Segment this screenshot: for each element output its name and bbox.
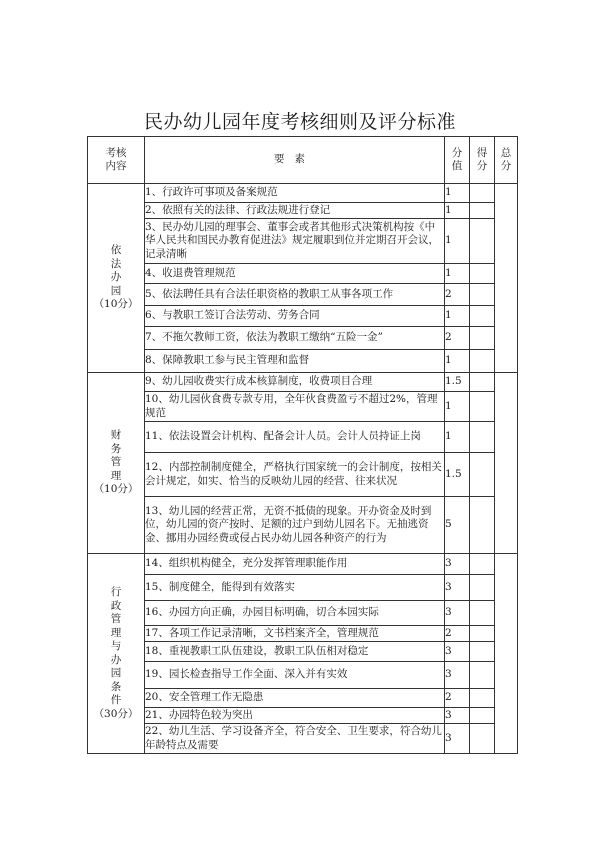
obtained-cell[interactable] bbox=[470, 219, 495, 264]
score-value: 2 bbox=[445, 626, 470, 642]
requirement-text: 3、民办幼儿园的理事会、董事会或者其他形式决策机构按《中华人民共和国民办教育促进法》规定履职到位并定期召开会议，记录清晰 bbox=[145, 219, 445, 264]
table-row bbox=[88, 306, 518, 327]
obtained-cell[interactable] bbox=[470, 708, 495, 724]
table-header-row bbox=[88, 137, 518, 184]
table-row bbox=[88, 203, 518, 219]
requirement-text: 11、依法设置会计机构、配备会计人员。会计人员持证上岗 bbox=[145, 422, 445, 453]
obtained-cell[interactable] bbox=[470, 184, 495, 203]
score-value: 3 bbox=[445, 601, 470, 626]
score-value: 1 bbox=[445, 203, 470, 219]
obtained-cell[interactable] bbox=[470, 497, 495, 554]
score-value: 3 bbox=[445, 708, 470, 724]
score-value: 1.5 bbox=[445, 373, 470, 392]
score-value: 1 bbox=[445, 350, 470, 373]
header-total: 总分 bbox=[495, 137, 518, 184]
obtained-cell[interactable] bbox=[470, 575, 495, 601]
table-row bbox=[88, 350, 518, 373]
obtained-cell[interactable] bbox=[470, 453, 495, 497]
header-requirements: 要素 bbox=[145, 137, 445, 184]
requirement-text: 19、园长检查指导工作全面、深入并有实效 bbox=[145, 662, 445, 689]
obtained-cell[interactable] bbox=[470, 689, 495, 708]
obtained-cell[interactable] bbox=[470, 554, 495, 575]
score-value: 3 bbox=[445, 554, 470, 575]
requirement-text: 12、内部控制制度健全，严格执行国家统一的会计制度，按相关会计规定，如实、恰当的反映幼儿园的经营、往来状况 bbox=[145, 453, 445, 497]
obtained-cell[interactable] bbox=[470, 284, 495, 306]
table-row bbox=[88, 708, 518, 724]
page-title: 民办幼儿园年度考核细则及评分标准 bbox=[143, 111, 456, 133]
requirement-text: 2、依照有关的法律、行政法规进行登记 bbox=[145, 203, 445, 219]
score-value: 1 bbox=[445, 392, 470, 422]
score-value: 2 bbox=[445, 327, 470, 350]
header-obtained: 得分 bbox=[470, 137, 495, 184]
table-row bbox=[88, 453, 518, 497]
score-value: 5 bbox=[445, 497, 470, 554]
total-cell[interactable] bbox=[495, 554, 518, 754]
table-row bbox=[88, 662, 518, 689]
section-category: 行政管理与办园条件 （30分） bbox=[88, 554, 145, 754]
table-row bbox=[88, 642, 518, 662]
score-value: 2 bbox=[445, 284, 470, 306]
requirement-text: 18、重视教职工队伍建设，教职工队伍相对稳定 bbox=[145, 642, 445, 662]
total-cell[interactable] bbox=[495, 373, 518, 554]
table-row bbox=[88, 497, 518, 554]
requirement-text: 20、安全管理工作无隐患 bbox=[145, 689, 445, 708]
requirement-text: 17、各项工作记录清晰，文书档案齐全，管理规范 bbox=[145, 626, 445, 642]
score-value: 3 bbox=[445, 662, 470, 689]
requirement-text: 1、行政许可事项及备案规范 bbox=[145, 184, 445, 203]
obtained-cell[interactable] bbox=[470, 662, 495, 689]
requirement-text: 5、依法聘任具有合法任职资格的教职工从事各项工作 bbox=[145, 284, 445, 306]
obtained-cell[interactable] bbox=[470, 392, 495, 422]
obtained-cell[interactable] bbox=[470, 642, 495, 662]
requirement-text: 8、保障教职工参与民主管理和监督 bbox=[145, 350, 445, 373]
requirement-text: 10、幼儿园伙食费专款专用，全年伙食费盈亏不超过2%，管理规范 bbox=[145, 392, 445, 422]
table-row bbox=[88, 219, 518, 264]
score-value: 1.5 bbox=[445, 453, 470, 497]
requirement-text: 21、办园特色较为突出 bbox=[145, 708, 445, 724]
table-row bbox=[88, 422, 518, 453]
score-value: 3 bbox=[445, 642, 470, 662]
table-row bbox=[88, 575, 518, 601]
score-value: 1 bbox=[445, 422, 470, 453]
requirement-text: 16、办园方向正确，办园目标明确，切合本园实际 bbox=[145, 601, 445, 626]
score-value: 3 bbox=[445, 575, 470, 601]
header-category: 考核内容 bbox=[88, 137, 145, 184]
table-row bbox=[88, 284, 518, 306]
table-row bbox=[88, 264, 518, 284]
table-row bbox=[88, 373, 518, 392]
obtained-cell[interactable] bbox=[470, 327, 495, 350]
requirement-text: 4、收退费管理规范 bbox=[145, 264, 445, 284]
total-cell[interactable] bbox=[495, 184, 518, 373]
table-row bbox=[88, 327, 518, 350]
score-value: 2 bbox=[445, 689, 470, 708]
table-row bbox=[88, 601, 518, 626]
obtained-cell[interactable] bbox=[470, 306, 495, 327]
requirement-text: 15、制度健全，能得到有效落实 bbox=[145, 575, 445, 601]
requirement-text: 14、组织机构健全，充分发挥管理职能作用 bbox=[145, 554, 445, 575]
section-category: 依法办园 （10分） bbox=[88, 184, 145, 373]
requirement-text: 13、幼儿园的经营正常，无资不抵债的现象。开办资金及时到位，幼儿园的资产按时、足额的过户到幼儿园名下。无抽逃资金、挪用办园经费或侵占民办幼儿园各种资产的行为 bbox=[145, 497, 445, 554]
header-score: 分值 bbox=[445, 137, 470, 184]
obtained-cell[interactable] bbox=[470, 264, 495, 284]
score-value: 1 bbox=[445, 184, 470, 203]
table-row bbox=[88, 184, 518, 203]
obtained-cell[interactable] bbox=[470, 724, 495, 754]
score-value: 3 bbox=[445, 724, 470, 754]
obtained-cell[interactable] bbox=[470, 422, 495, 453]
requirement-text: 22、幼儿生活、学习设备齐全，符合安全、卫生要求，符合幼儿年龄特点及需要 bbox=[145, 724, 445, 754]
score-value: 1 bbox=[445, 219, 470, 264]
obtained-cell[interactable] bbox=[470, 626, 495, 642]
requirement-text: 9、幼儿园收费实行成本核算制度，收费项目合理 bbox=[145, 373, 445, 392]
obtained-cell[interactable] bbox=[470, 350, 495, 373]
score-value: 1 bbox=[445, 306, 470, 327]
assessment-table bbox=[87, 136, 518, 754]
table-row bbox=[88, 392, 518, 422]
requirement-text: 7、不拖欠教师工资，依法为教职工缴纳“五险一金” bbox=[145, 327, 445, 350]
table-row bbox=[88, 689, 518, 708]
requirement-text: 6、与教职工签订合法劳动、劳务合同 bbox=[145, 306, 445, 327]
obtained-cell[interactable] bbox=[470, 601, 495, 626]
table-row bbox=[88, 626, 518, 642]
obtained-cell[interactable] bbox=[470, 203, 495, 219]
table-row bbox=[88, 724, 518, 754]
obtained-cell[interactable] bbox=[470, 373, 495, 392]
table-row bbox=[88, 554, 518, 575]
score-value: 1 bbox=[445, 264, 470, 284]
section-category: 财务管理 （10分） bbox=[88, 373, 145, 554]
